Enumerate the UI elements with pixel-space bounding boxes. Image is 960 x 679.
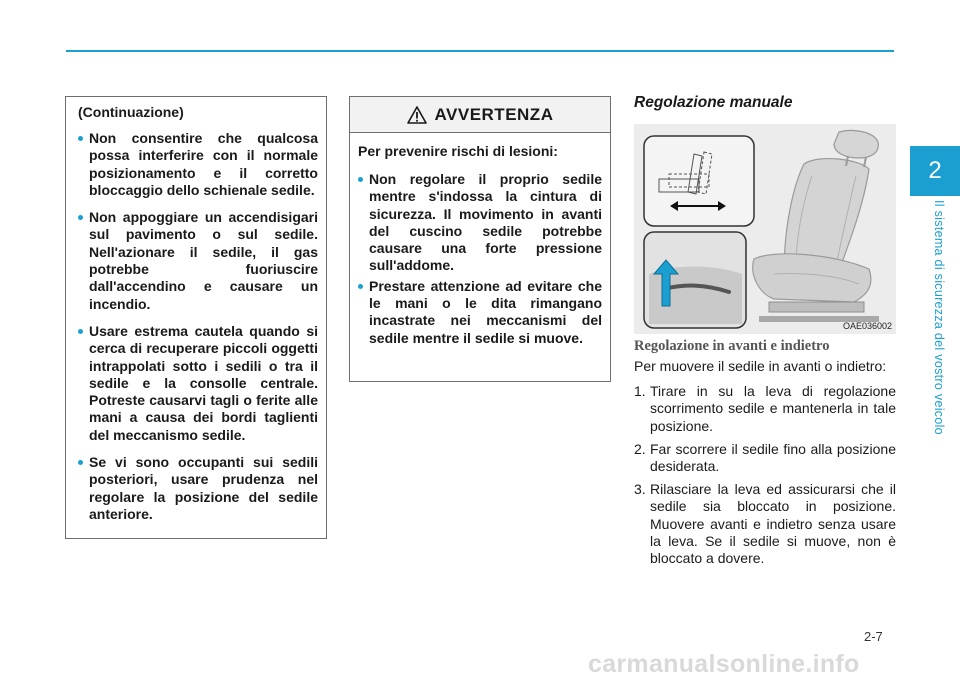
list-item: Non consentire che qualcosa possa interferire con il normale posizionamento e il corretto bloccaggio dello schienale sedile. (78, 130, 318, 199)
step-number: 3. (634, 481, 646, 498)
watermark: carmanualsonline.info (588, 650, 860, 678)
list-item (634, 441, 896, 475)
warning-intro: Per prevenire rischi di lesioni: (358, 143, 558, 159)
step-number: 2. (634, 440, 646, 457)
instructions (634, 358, 896, 573)
warning-list (358, 171, 602, 347)
chapter-title: Il sistema di sicurezza del vostro veicolo (932, 200, 946, 435)
list-item: Non regolare il proprio sedile mentre s'indossa la cintura di sicurezza. Il movimento in avanti del cuscino sedile potrebbe causare una forte pressione sull'addome. (358, 171, 602, 275)
seat-illustration (634, 124, 896, 334)
list-item: Prestare attenzione ad evitare che le mani o le dita rimangano incastrate nei meccanismi del sedile mentre il sedile si muove. (358, 278, 602, 347)
warning-header (350, 97, 610, 133)
subsection-title: Regolazione in avanti e indietro (634, 338, 830, 354)
steps-list (634, 383, 896, 567)
list-item (634, 383, 896, 435)
header-rule (66, 50, 894, 52)
seat-adjustment-figure (634, 124, 896, 334)
warning-title: AVVERTENZA (434, 104, 554, 124)
step-number: 1. (634, 383, 646, 400)
step-text: Tirare in su la leva di regolazione scorrimento sedile e mantenerla in tale posizione. (650, 383, 896, 434)
step-text: Rilasciare la leva ed assicurarsi che il sedile sia bloccato in posizione. Muovere avanti e indietro senza usare la leva. Se il sedile si muove, non è bloccato a dovere. (650, 481, 896, 567)
page-number: 2-7 (864, 629, 883, 644)
step-text: Far scorrere il sedile fino alla posizione desiderata. (650, 440, 896, 475)
list-item: Usare estrema cautela quando si cerca di recuperare piccoli oggetti intrappolati sotto i sedili o tra il sedile e la consolle centrale. Potreste causarvi tagli o ferite alle mani a causa dei bordi taglienti del meccanismo sedile. (78, 323, 318, 444)
caution-list (78, 130, 318, 523)
chapter-number-tab[interactable]: 2 (910, 146, 960, 196)
figure-code: OAE036002 (842, 321, 892, 331)
warning-box (349, 96, 611, 382)
caution-continuation-box (65, 96, 327, 539)
list-item: Se vi sono occupanti sui sedili posteriori, usare prudenza nel regolare la posizione del sedile anteriore. (78, 454, 318, 523)
section-title: Regolazione manuale (634, 94, 793, 111)
continuation-heading: (Continuazione) (78, 104, 184, 120)
instructions-intro: Per muovere il sedile in avanti o indietro: (634, 358, 887, 374)
list-item (634, 481, 896, 567)
warning-triangle-icon (407, 106, 427, 124)
list-item: Non appoggiare un accendisigari sul pavimento o sul sedile. Nell'azionare il sedile, il gas potrebbe fuoriuscire dall'accendino e causare un incendio. (78, 209, 318, 313)
